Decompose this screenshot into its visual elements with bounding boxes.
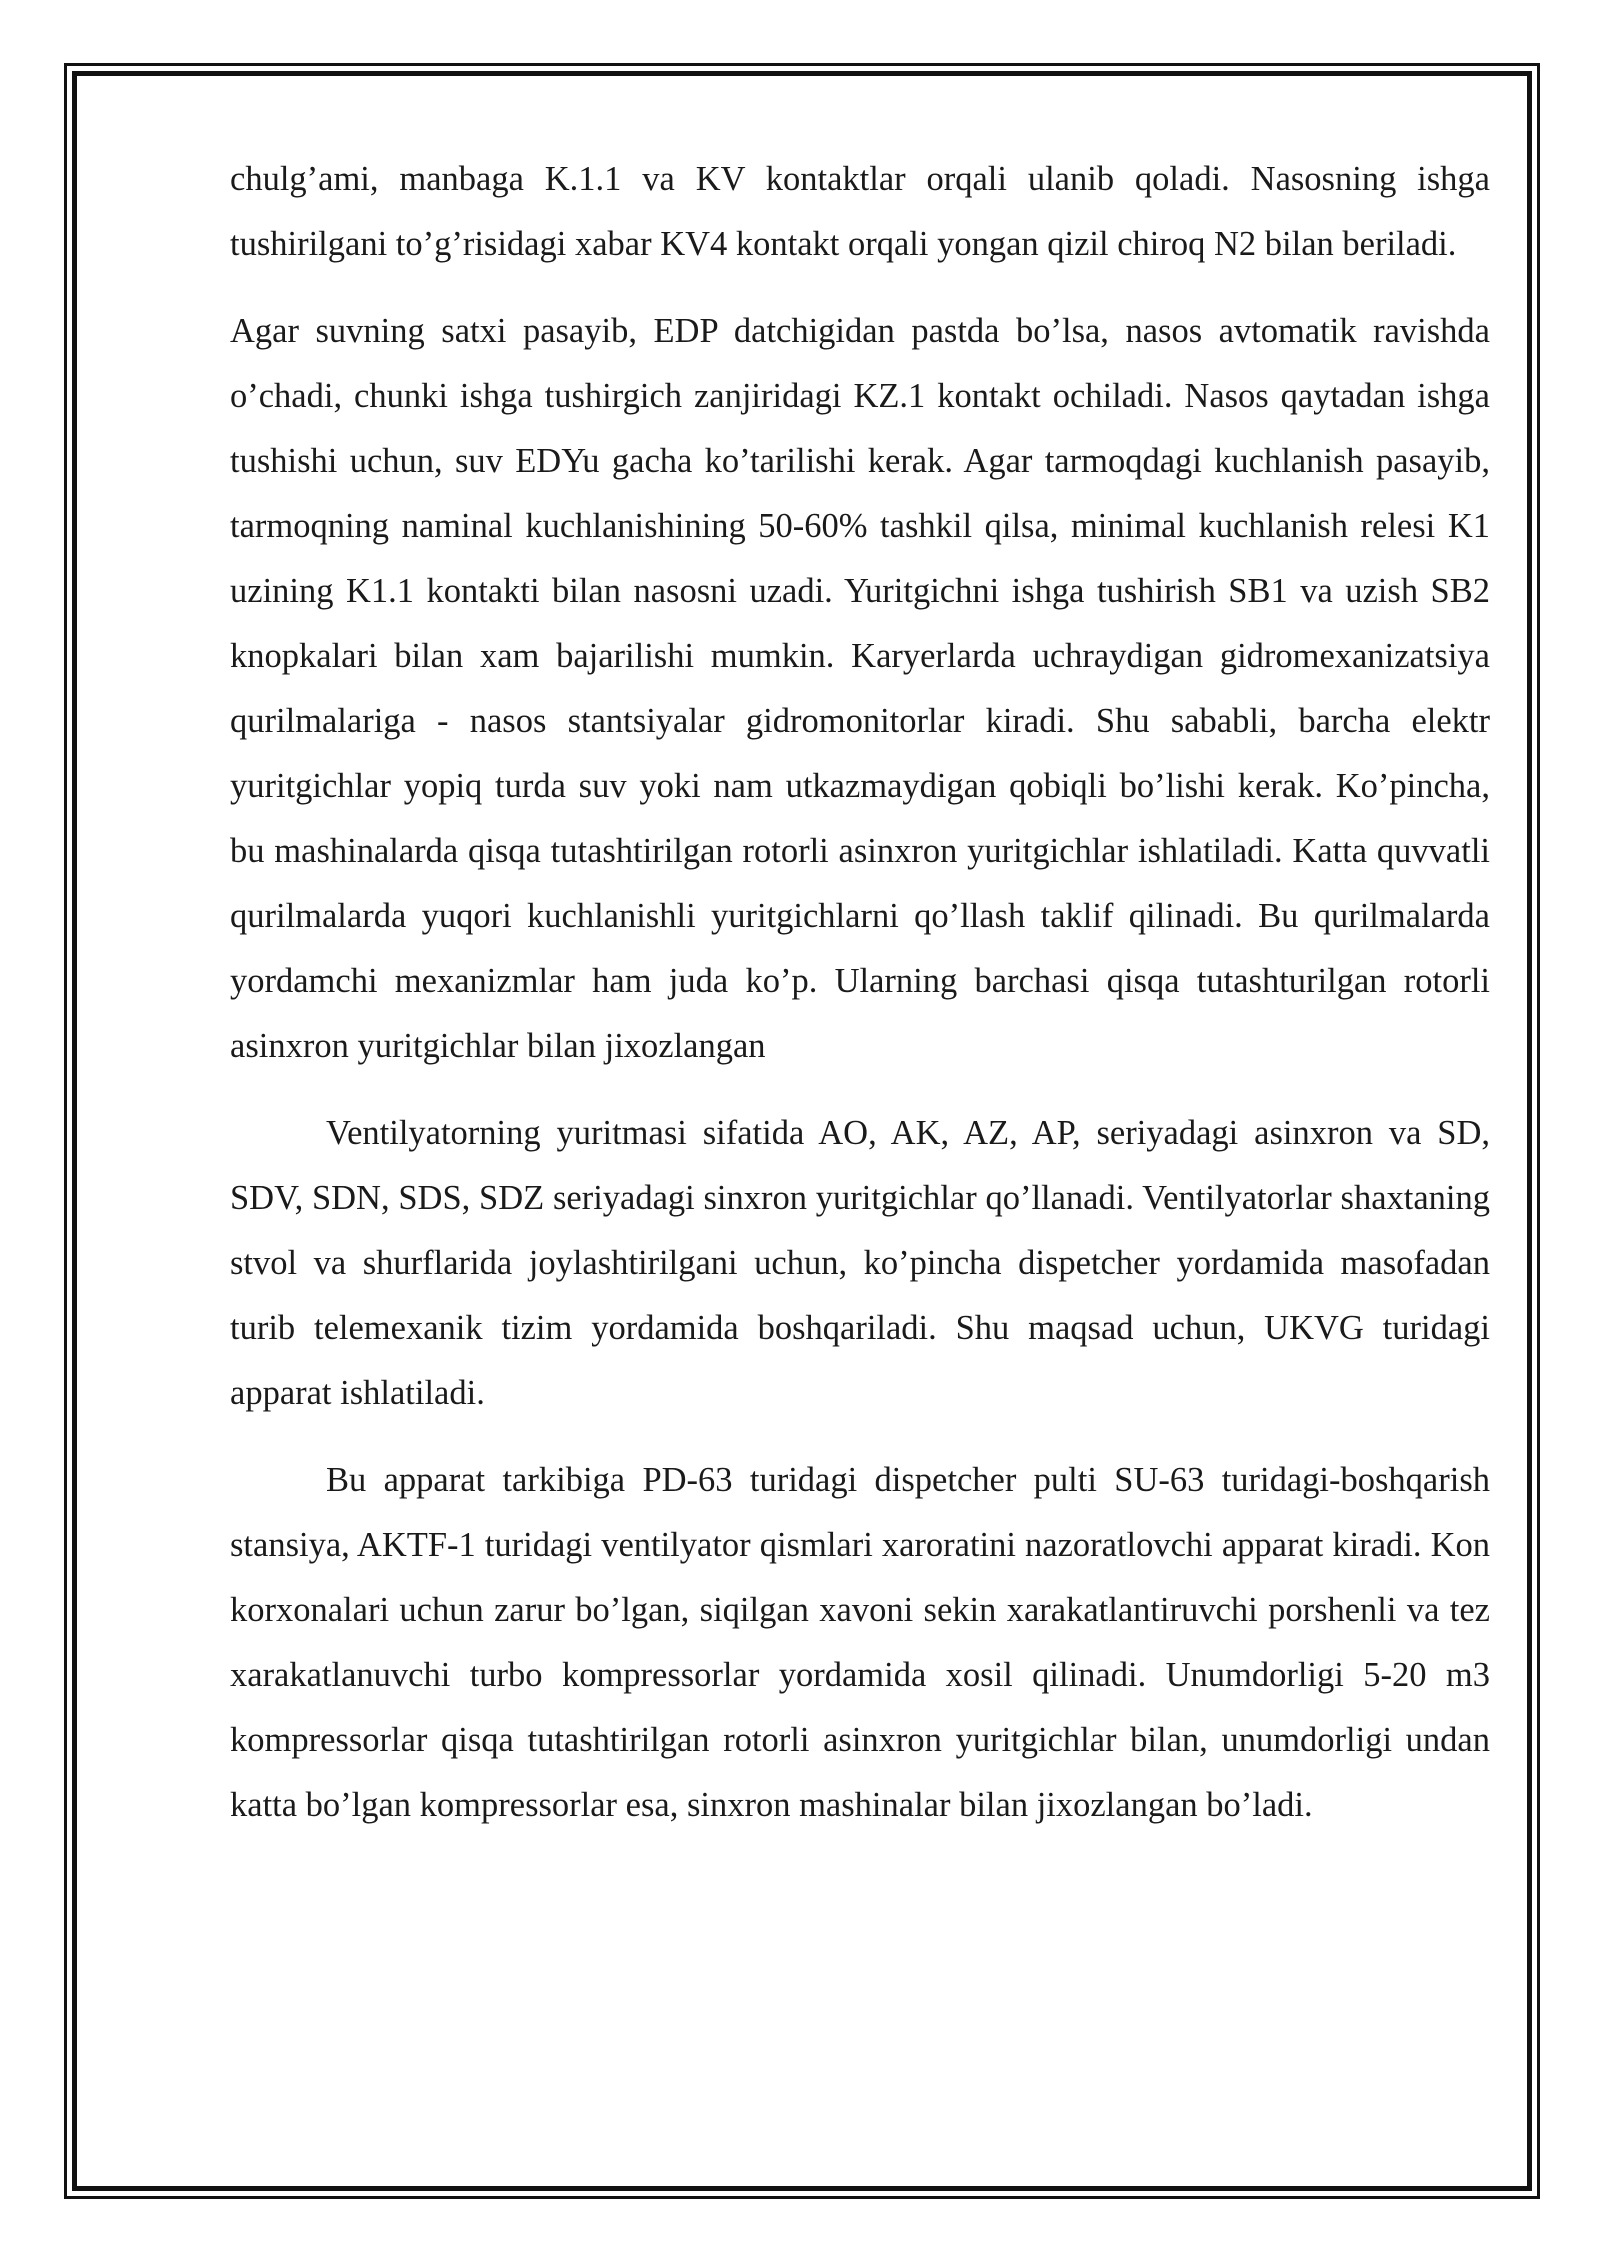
paragraph-3: Ventilyatorning yuritmasi sifatida AO, AK, AZ, AP, seriyadagi asinxron va SD, SDV, SDN, SDS, SDZ seriyadagi sinxron yuritgichlar qo’llanadi. Ventilyatorlar shaxtaning stvol va shurflarida joylashtirilgani uchun, ko’pincha dispetcher yordamida masofadan turib telemexanik tizim yordamida boshqariladi. Shu maqsad uchun, UKVG turidagi apparat ishlatiladi. [230,1114,1490,1412]
paragraph-1: chulg’ami, manbaga K.1.1 va KV kontaktlar orqali ulanib qoladi. Nasosning ishga tushirilgani to’g’risidagi xabar KV4 kontakt orqali yongan qizil chiroq N2 bilan beriladi. [230,160,1490,263]
paragraph-4: Bu apparat tarkibiga PD-63 turidagi dispetcher pulti SU-63 turidagi-boshqarish stansiya, AKTF-1 turidagi ventilyator qismlari xaroratini nazoratlovchi apparat kiradi. Kon korxonalari uchun zarur bo’lgan, siqilgan xavoni sekin xarakatlantiruvchi porshenli va tez xarakatlanuvchi turbo kompressorlar yordamida xosil qilinadi. Unumdorligi 5-20 m3 kompressorlar qisqa tutashtirilgan rotorli asinxron yuritgichlar bilan, unumdorligi undan katta bo’lgan kompressorlar esa, sinxron mashinalar bilan jixozlangan bo’ladi. [230,1461,1490,1824]
paragraph-2: Agar suvning satxi pasayib, EDP datchigidan pastda bo’lsa, nasos avtomatik ravishda o’chadi, chunki ishga tushirgich zanjiridagi KZ.1 kontakt ochiladi. Nasos qaytadan ishga tushishi uchun, suv EDYu gacha ko’tarilishi kerak. Agar tarmoqdagi kuchlanish pasayib, tarmoqning naminal kuchlanishining 50-60% tashkil qilsa, minimal kuchlanish relesi K1 uzining K1.1 kontakti bilan nasosni uzadi. Yuritgichni ishga tushirish SB1 va uzish SB2 knopkalari bilan xam bajarilishi mumkin. Karyerlarda uchraydigan gidromexanizatsiya qurilmalariga - nasos stantsiyalar gidromonitorlar kiradi. Shu sababli, barcha elektr yuritgichlar yopiq turda suv yoki nam utkazmaydigan qobiqli bo’lishi kerak. Ko’pincha, bu mashinalarda qisqa tutashtirilgan rotorli asinxron yuritgichlar ishlatiladi. Katta quvvatli qurilmalarda yuqori kuchlanishli yuritgichlarni qo’llash taklif qilinadi. Bu qurilmalarda yordamchi mexanizmlar ham juda ko’p. Ularning barchasi qisqa tutashturilgan rotorli asinxron yuritgichlar bilan jixozlangan [230,312,1490,1065]
document-body [230,147,1490,1860]
